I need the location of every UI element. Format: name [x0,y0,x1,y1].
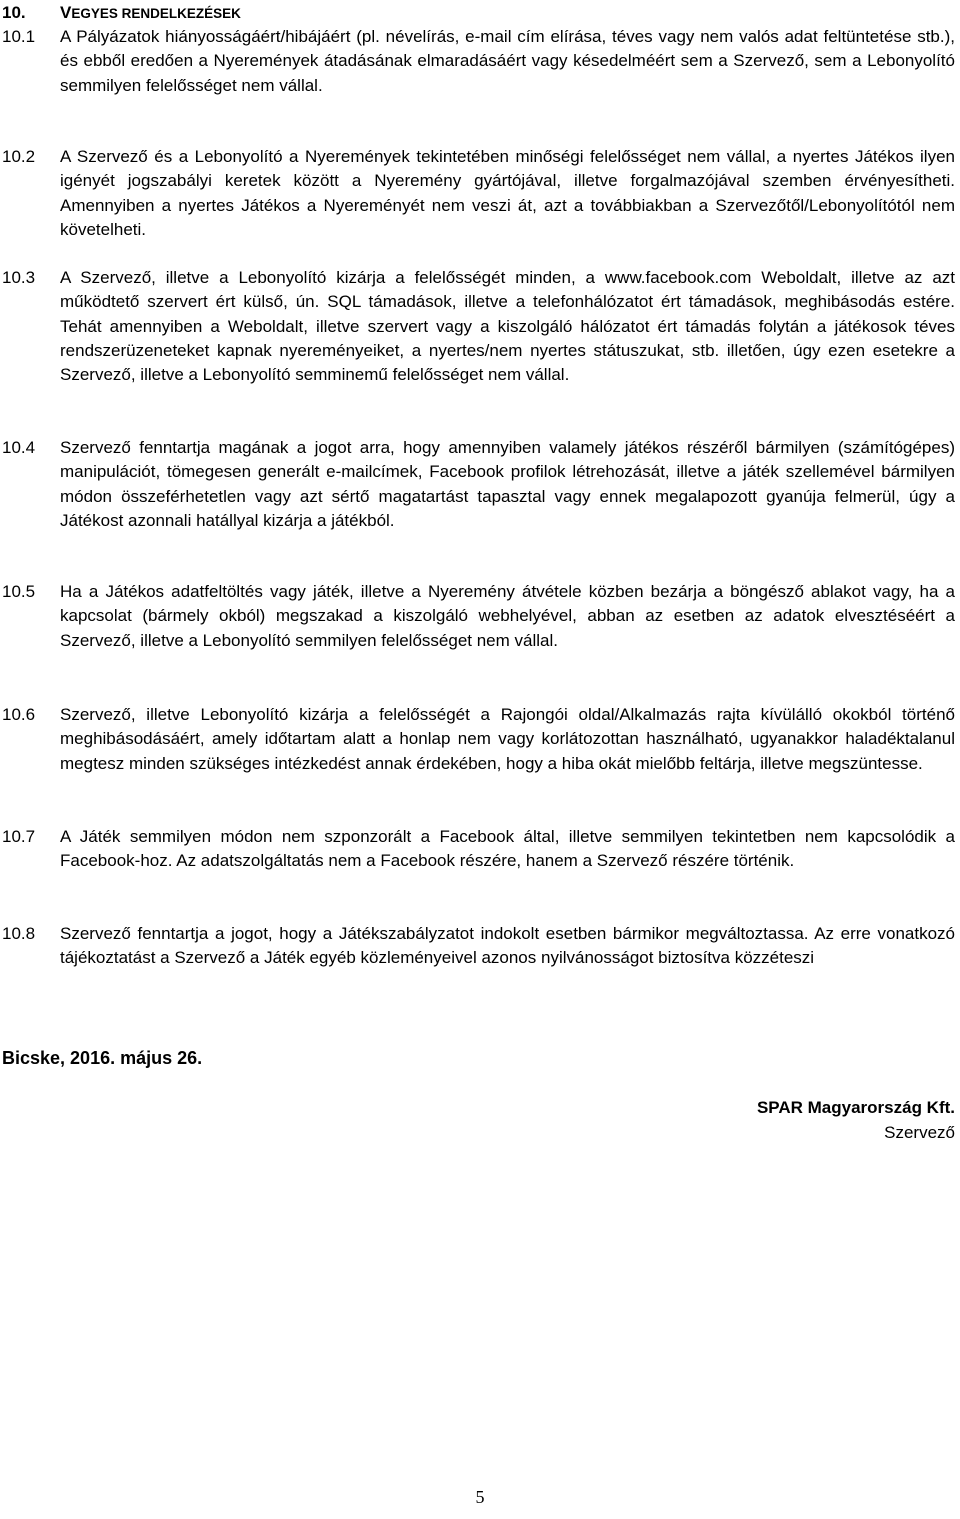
section-heading [2,2,241,25]
clause-text: A Szervező, illetve a Lebonyolító kizárja a felelősségét minden, a www.facebook.com Weboldalt, illetve az azt működtető szervert ért külső, ún. SQL támadások, illetve a telefonhálózatot ért támadások, meghibásodás estére. Tehát amennyiben a Weboldalt, illetve szervert vagy a kiszolgáló hálózatot ért támadás folytán a játékosok téves rendszerüzeneteket kapnak nyereményeiket, a nyertes/nem nyertes státuszukat, stb. illetően, úgy ezen esetekre a Szervező, illetve a Lebonyolító semminemű felelősséget nem vállal. [60,268,955,385]
clause-number: 10.4 [2,438,36,457]
clause-10-4 [2,436,955,533]
clause-number: 10.5 [2,582,36,601]
section-title-initial: V [60,3,72,22]
clause-text: Szervező fenntartja a jogot, hogy a Játékszabályzatot indokolt esetben bármikor megváltoztassa. Az erre vonatkozó tájékoztatást a Szervező a Játék egyéb közleményeivel azonos nyilvánosságot biztosítva közzéteszi [60,924,955,968]
clause-10-7 [2,825,955,874]
clause-10-3 [2,266,955,387]
clause-10-8 [2,922,955,971]
signature-role: Szervező [884,1122,955,1142]
clause-number: 10.1 [2,27,36,46]
signature-block [757,1096,955,1145]
clause-10-1 [2,25,955,98]
clause-text: A Játék semmilyen módon nem szponzorált a Facebook által, illetve semmilyen tekintetben nem kapcsolódik a Facebook-hoz. Az adatszolgáltatás nem a Facebook részére, hanem a Szervező részére történik. [60,827,955,871]
signature-company: SPAR Magyarország Kft. [756,1098,955,1117]
clause-text: A Szervező és a Lebonyolító a Nyeremények tekintetében minőségi felelősséget nem vállal, a nyertes Játékos ilyen igényét jogszabályi keretek között a Nyeremény gyártójával, illetve forgalmazójával szemben érvényesítheti. Amennyiben a nyertes Játékos a Nyereményét nem veszi át, azt a továbbiakban a Szervezőtől/Lebonyolítótól nem követelheti. [60,147,955,239]
clause-number: 10.2 [2,147,36,166]
clause-text: Szervező, illetve Lebonyolító kizárja a felelősségét a Rajongói oldal/Alkalmazás rajta kívülálló okokból történő meghibásodásáért, amely időtartam alatt a honlap nem vagy korlátozottan használható, ugyanakkor haladéktalanul megtesz minden szükséges intézkedést annak érdekében, hogy a hiba okát mielőbb feltárja, illetve megszüntesse. [60,705,955,773]
clause-number: 10.7 [2,827,36,846]
clause-10-2 [2,145,955,242]
clause-10-5 [2,580,955,653]
clause-text: A Pályázatok hiányosságáért/hibájáért (pl. névelírás, e-mail cím elírása, téves vagy nem valós adat feltüntetése stb.), és ebből eredően a Nyeremények átadásának elmaradásáért vagy késedelméért sem a Szervező, sem a Lebonyolító semmilyen felelősséget nem vállal. [60,27,955,95]
clause-number: 10.8 [2,924,36,943]
place-and-date: Bicske, 2016. május 26. [2,1048,203,1068]
section-title-rest: EGYES RENDELKEZÉSEK [71,6,241,21]
page-number: 5 [475,1487,485,1507]
clause-10-6 [2,703,955,776]
clause-text: Szervező fenntartja magának a jogot arra, hogy amennyiben valamely játékos részéről bármilyen (számítógépes) manipulációt, tömegesen generált e-mailcímek, Facebook profilok létrehozását, illetve a játék szellemével bármilyen módon összeférhetetlen vagy azt sértő magatartást tapasztal vagy ennek megalapozott gyanúja felmerül, úgy a Játékost azonnali hatállyal kizárja a játékból. [60,438,955,530]
clause-text: Ha a Játékos adatfeltöltés vagy játék, illetve a Nyeremény átvétele közben bezárja a böngésző ablakot vagy, ha a kapcsolat (bármely okból) megszakad a kiszolgáló webhelyével, abban az esetben az adatok elvesztéséért a Szervező, illetve a Lebonyolító semmilyen felelősséget nem vállal. [60,582,955,650]
clause-number: 10.3 [2,268,36,287]
section-number: 10. [2,3,26,22]
clause-number: 10.6 [2,705,36,724]
